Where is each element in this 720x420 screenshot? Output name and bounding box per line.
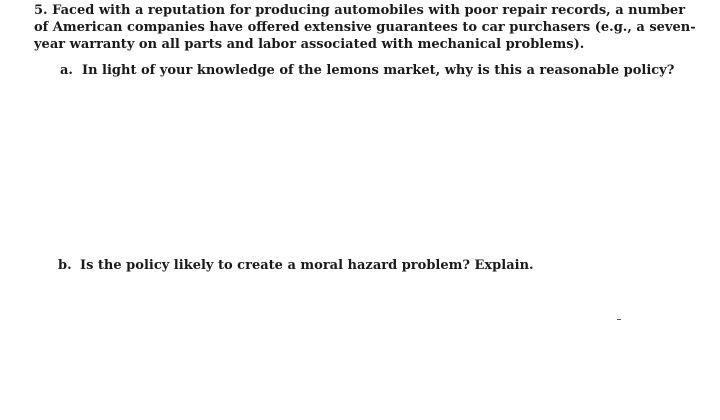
- question-line: 5. Faced with a reputation for producing automobiles with poor repair records, a number: [34, 3, 686, 18]
- sub-question-b: [58, 257, 534, 274]
- sub-question-text: Is the policy likely to create a moral hazard problem? Explain.: [80, 258, 534, 273]
- question-5-stem: [34, 2, 696, 53]
- question-line: year warranty on all parts and labor associated with mechanical problems).: [34, 37, 585, 52]
- stray-mark: [617, 319, 621, 320]
- sub-question-a: [60, 62, 674, 79]
- sub-question-text: In light of your knowledge of the lemons market, why is this a reasonable policy?: [82, 63, 675, 78]
- sub-question-letter: a.: [60, 63, 73, 78]
- sub-question-letter: b.: [58, 258, 72, 273]
- question-line: of American companies have offered extensive guarantees to car purchasers (e.g., a seven-: [34, 20, 696, 35]
